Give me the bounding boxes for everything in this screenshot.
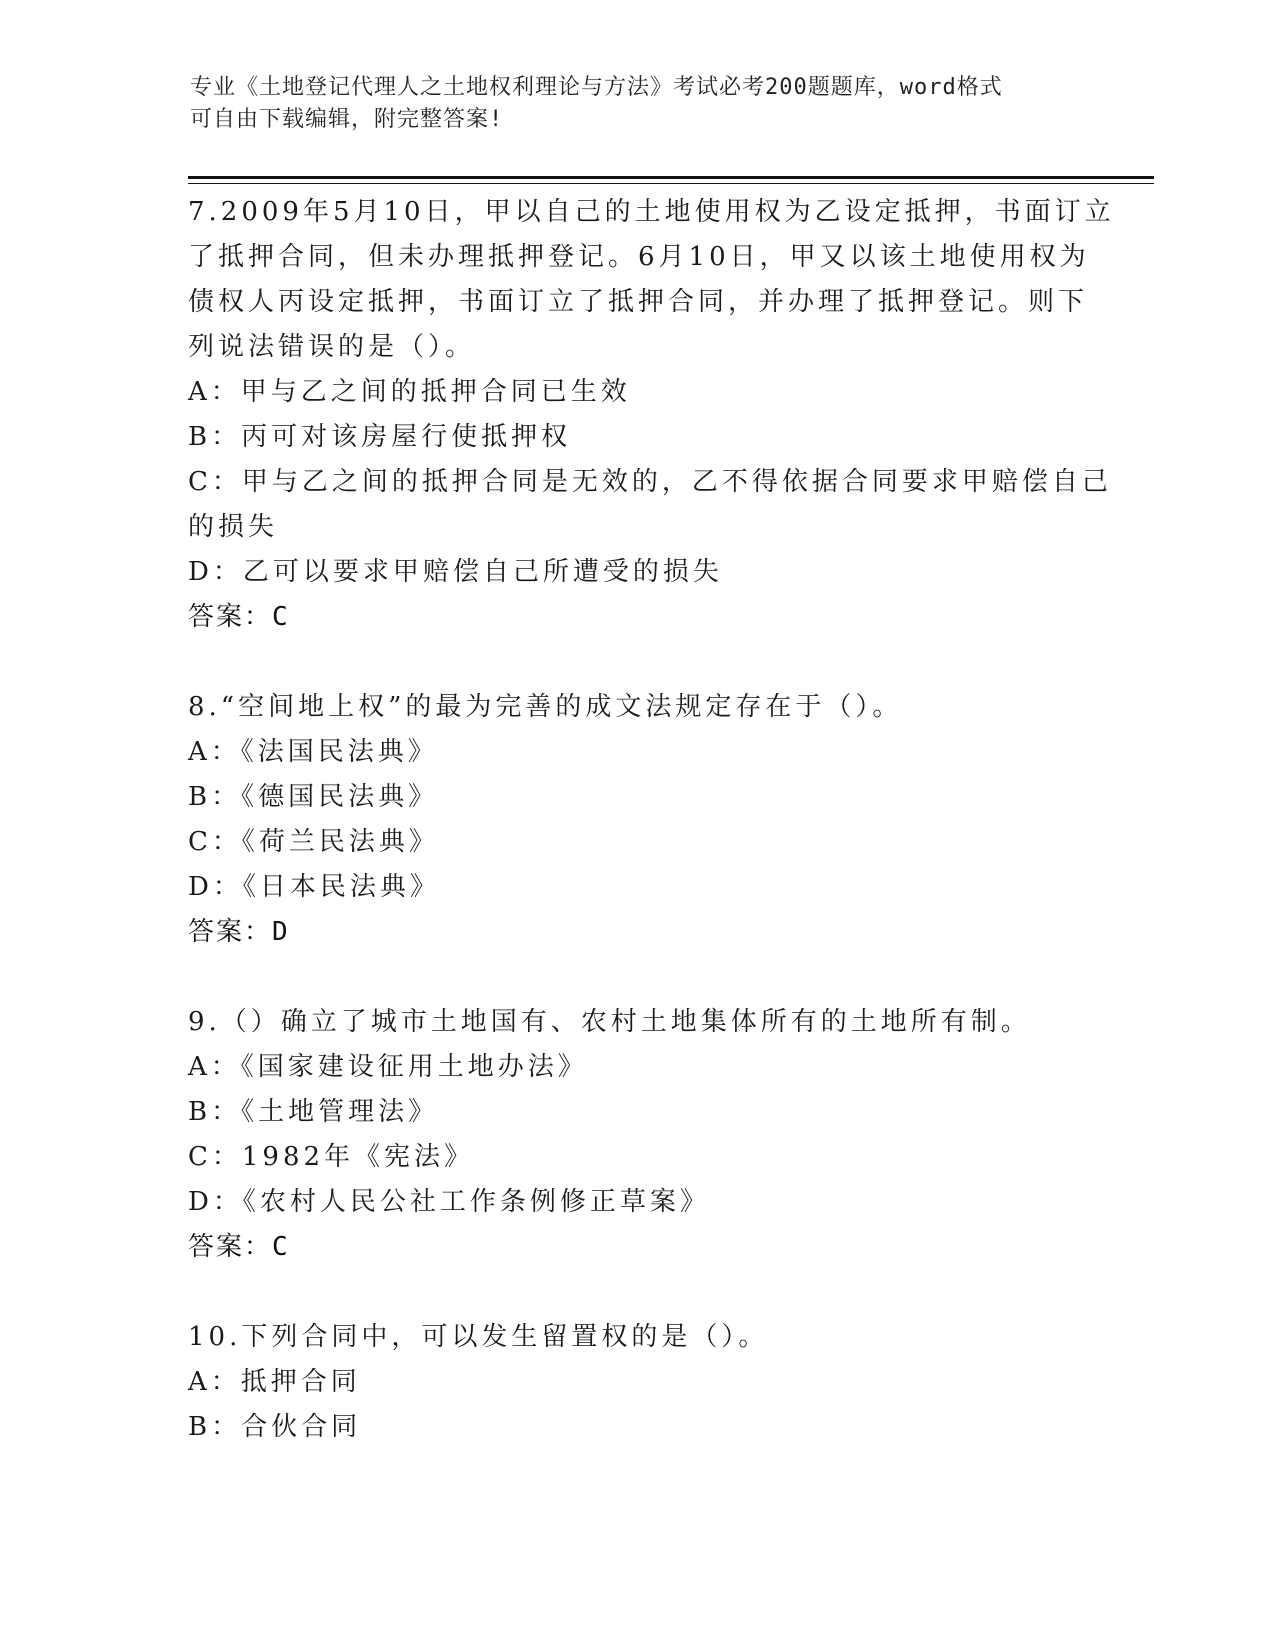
question-stem-line: 债权人丙设定抵押，书面订立了抵押合同，并办理了抵押登记。则下	[188, 287, 1089, 317]
option-d: D：《日本民法典》	[188, 872, 440, 902]
question-stem-line: 了抵押合同，但未办理抵押登记。6月10日，甲又以该土地使用权为	[188, 242, 1090, 272]
option-a: A：《法国民法典》	[188, 737, 438, 767]
question-stem-line: 10.下列合同中，可以发生留置权的是（）。	[188, 1322, 769, 1352]
option-a: A：抵押合同	[188, 1367, 361, 1397]
answer-line: 答案：C	[188, 1232, 290, 1262]
question-stem-line: 7.2009年5月10日，甲以自己的土地使用权为乙设定抵押，书面订立	[188, 197, 1115, 227]
option-a: A：甲与乙之间的抵押合同已生效	[188, 377, 631, 407]
option-c: C：甲与乙之间的抵押合同是无效的，乙不得依据合同要求甲赔偿自己	[188, 467, 1112, 497]
answer-line: 答案：D	[188, 917, 290, 947]
option-d: D：乙可以要求甲赔偿自己所遭受的损失	[188, 557, 723, 587]
question-9	[188, 1000, 1088, 1270]
question-list	[188, 190, 1115, 1450]
option-c: C：《荷兰民法典》	[188, 827, 439, 857]
option-d: D：《农村人民公社工作条例修正草案》	[188, 1187, 710, 1217]
document-header	[190, 72, 1090, 136]
question-stem-line: 列说法错误的是（）。	[188, 332, 476, 362]
option-b: B：《土地管理法》	[188, 1097, 439, 1127]
header-line-2: 可自由下载编辑，附完整答案!	[190, 107, 504, 132]
option-a: A：《国家建设征用土地办法》	[188, 1052, 588, 1082]
header-divider-thin	[188, 183, 1154, 184]
question-stem-line: 9.（）确立了城市土地国有、农村土地集体所有的土地所有制。	[188, 1007, 1031, 1037]
option-b: B：合伙合同	[188, 1412, 362, 1442]
question-7	[188, 190, 1115, 640]
option-c-continued: 的损失	[188, 512, 279, 542]
header-line-1: 专业《土地登记代理人之土地权利理论与方法》考试必考200题题库，word格式	[190, 75, 1003, 100]
question-10	[188, 1315, 1088, 1450]
option-b: B：《德国民法典》	[188, 782, 439, 812]
header-divider-thick	[188, 176, 1154, 179]
option-c: C：1982年《宪法》	[188, 1142, 475, 1172]
answer-line: 答案：C	[188, 602, 290, 632]
spacer	[188, 955, 1088, 1000]
spacer	[188, 1270, 1088, 1315]
option-b: B：丙可对该房屋行使抵押权	[188, 422, 572, 452]
spacer	[188, 640, 1088, 685]
question-stem-line: 8.“空间地上权”的最为完善的成文法规定存在于（）。	[188, 692, 903, 722]
question-8	[188, 685, 1088, 955]
